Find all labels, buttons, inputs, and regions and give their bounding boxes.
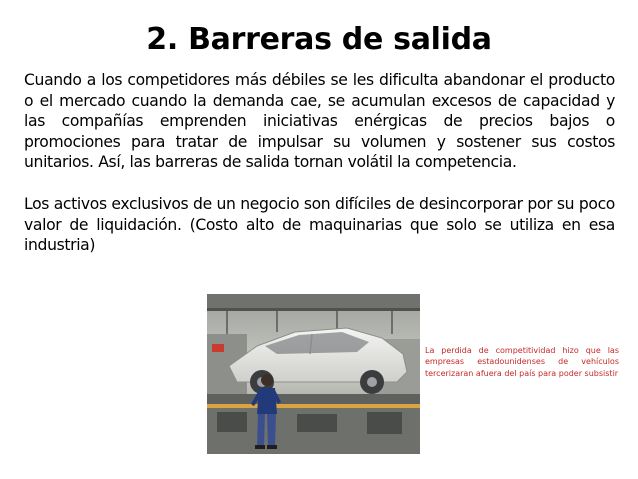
- photo-caption: La perdida de competitividad hizo que las empresas estadounidenses de vehículos tercerizaran afuera del país para poder subsistir: [425, 346, 619, 378]
- body-paragraph-1: Cuando a los competidores más débiles se les dificulta abandonar el producto o el mercado cuando la demanda cae, se acumulan excesos de capacidad y las compañías emprenden iniciativas enérgicas de precios bajos o promociones para tratar de impulsar su volumen y sostener sus costos unitarios. Así, las barreras de salida tornan volátil la competencia.: [24, 71, 615, 172]
- assembly-line-illustration: [207, 294, 420, 454]
- assembly-line-photo: [207, 294, 420, 454]
- body-paragraph-2: Los activos exclusivos de un negocio son difíciles de desincorporar por su poco valor de liquidación. (Costo alto de maquinarias que solo se utiliza en esa industria): [24, 195, 615, 255]
- slide-title: 2. Barreras de salida: [146, 22, 492, 57]
